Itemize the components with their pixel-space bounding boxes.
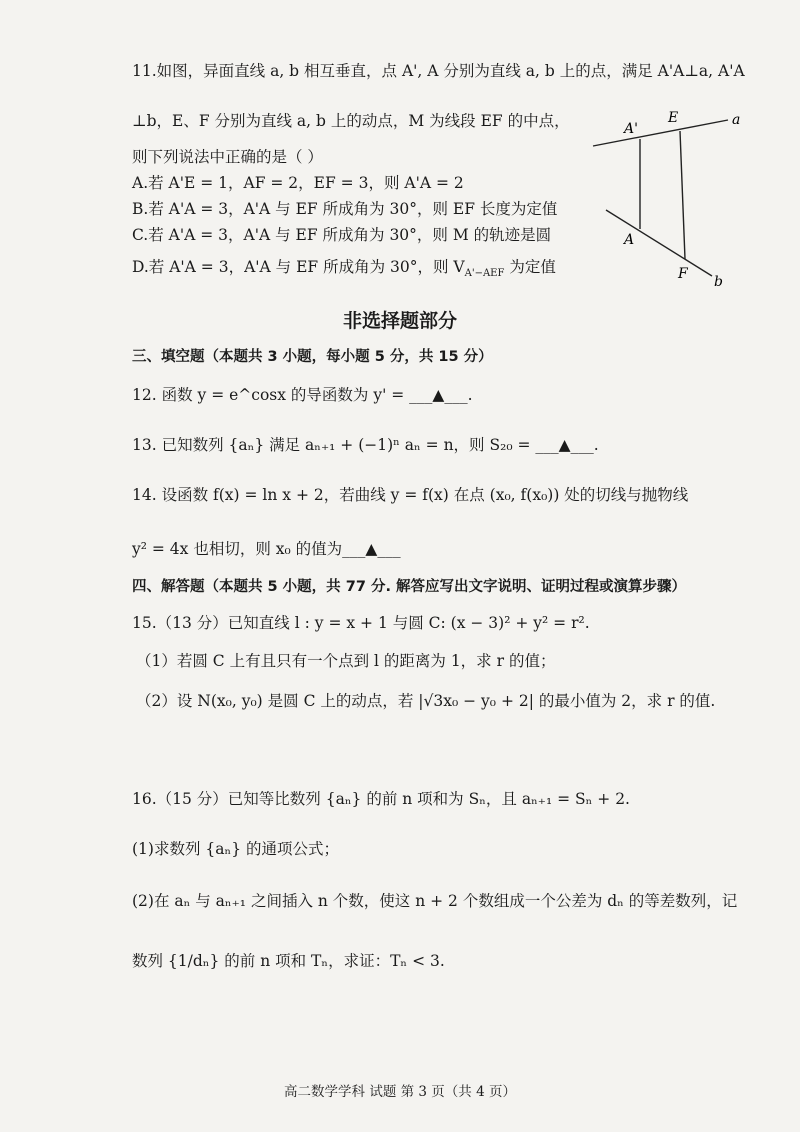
q13: 13. 已知数列 {aₙ} 满足 aₙ₊₁ + (−1)ⁿ aₙ = n，则 S₂₀ = ___▲___. <box>132 436 599 454</box>
q14-line2: y² = 4x 也相切，则 x₀ 的值为___▲___ <box>132 540 401 558</box>
line-a <box>593 120 728 146</box>
skew-lines-figure <box>588 106 748 291</box>
q11-option-c: C.若 A'A = 3，A'A 与 EF 所成角为 30°，则 M 的轨迹是圆 <box>132 226 552 244</box>
q16-part1: (1)求数列 {aₙ} 的通项公式； <box>132 840 339 858</box>
q11-option-d <box>132 256 556 285</box>
q16-part2b: 数列 {1/dₙ} 的前 n 项和 Tₙ，求证：Tₙ < 3. <box>132 952 445 970</box>
page-footer: 高二数学学科 试题 第 3 页（共 4 页） <box>284 1084 516 1100</box>
label-a: a <box>732 112 741 128</box>
q14-line1: 14. 设函数 f(x) = ln x + 2，若曲线 y = f(x) 在点 (x₀, f(x₀)) 处的切线与抛物线 <box>132 486 689 504</box>
q16-line1: 16.（15 分）已知等比数列 {aₙ} 的前 n 项和为 Sₙ，且 aₙ₊₁ = Sₙ + 2. <box>132 790 630 808</box>
label-A: A <box>624 232 635 248</box>
section-4-header: 四、解答题（本题共 5 小题，共 77 分. 解答应写出文字说明、证明过程或演算步骤） <box>132 579 687 595</box>
line-b <box>606 210 712 276</box>
q15-part1: （1）若圆 C 上有且只有一个点到 l 的距离为 1，求 r 的值； <box>136 652 556 670</box>
segment-EF <box>680 131 685 259</box>
q12: 12. 函数 y = e^cosx 的导函数为 y' = ___▲___. <box>132 386 473 404</box>
q11-option-b: B.若 A'A = 3，A'A 与 EF 所成角为 30°，则 EF 长度为定值 <box>132 200 558 218</box>
label-Aprime: A' <box>624 121 638 137</box>
q15-part2: （2）设 N(x₀, y₀) 是圆 C 上的动点，若 |√3x₀ − y₀ + 2| 的最小值为 2，求 r 的值. <box>136 692 716 710</box>
q11-line1: 11.如图，异面直线 a, b 相互垂直，点 A', A 分别为直线 a, b 上的点，满足 A'A⊥a, A'A <box>132 62 745 80</box>
label-F: F <box>678 266 688 282</box>
q11-option-d-text: D.若 A'A = 3，A'A 与 EF 所成角为 30°，则 V <box>132 258 465 276</box>
q11-line3: 则下列说法中正确的是（ ） <box>132 148 323 166</box>
q11-option-d-subscript: A'−AEF <box>464 268 505 280</box>
section-title: 非选择题部分 <box>342 310 457 332</box>
q16-part2: (2)在 aₙ 与 aₙ₊₁ 之间插入 n 个数，使这 n + 2 个数组成一个公差为 dₙ 的等差数列，记 <box>132 892 738 910</box>
q11-option-d-end: 为定值 <box>504 258 556 276</box>
label-b: b <box>714 274 723 290</box>
label-E: E <box>668 110 679 126</box>
section-3-header: 三、填空题（本题共 3 小题，每小题 5 分，共 15 分） <box>132 349 493 365</box>
q11-option-a: A.若 A'E = 1，AF = 2，EF = 3，则 A'A = 2 <box>132 174 464 192</box>
q11-line2: ⊥b，E、F 分别为直线 a, b 上的动点，M 为线段 EF 的中点， <box>132 112 570 130</box>
q15-line1: 15.（13 分）已知直线 l : y = x + 1 与圆 C: (x − 3)² + y² = r². <box>132 614 590 632</box>
